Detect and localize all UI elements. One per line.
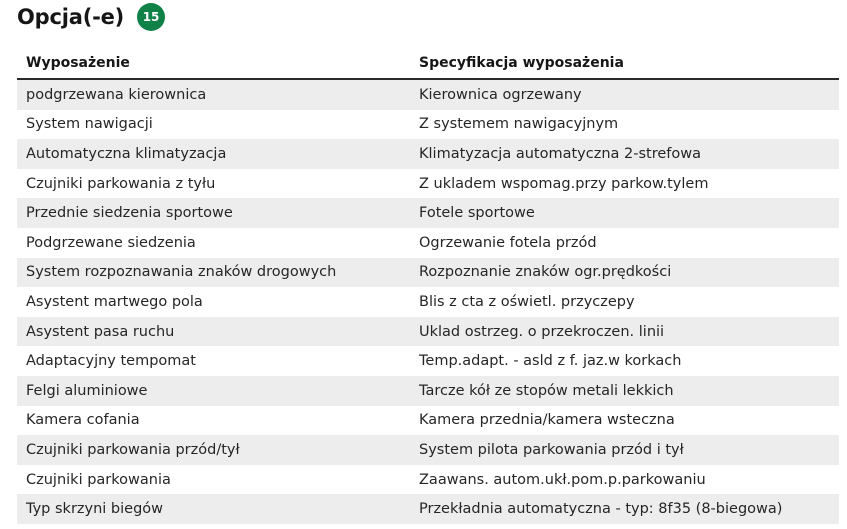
equipment-cell: Adaptacyjny tempomat [26, 353, 196, 370]
table-body [17, 80, 839, 524]
table-row [17, 376, 839, 406]
options-count-badge: 15 [137, 3, 165, 31]
equipment-cell: Podgrzewane siedzenia [26, 234, 196, 251]
table-row [17, 346, 839, 376]
table-row [17, 169, 839, 199]
specification-cell: Blis z cta z oświetl. przyczepy [419, 293, 635, 310]
table-header-row [17, 48, 839, 80]
equipment-cell: podgrzewana kierownica [26, 86, 207, 103]
table-row [17, 80, 839, 110]
equipment-cell: Felgi aluminiowe [26, 382, 148, 399]
table-row [17, 406, 839, 436]
specification-cell: Rozpoznanie znaków ogr.prędkości [419, 264, 672, 281]
table-row [17, 228, 839, 258]
table-row [17, 435, 839, 465]
specification-cell: Przekładnia automatyczna - typ: 8f35 (8-biegowa) [419, 501, 783, 518]
specification-cell: Kierownica ogrzewany [419, 86, 582, 103]
specification-cell: Tarcze kół ze stopów metali lekkich [419, 382, 674, 399]
specification-cell: Temp.adapt. - asld z f. jaz.w korkach [419, 353, 682, 370]
table-row [17, 110, 839, 140]
specification-cell: Z systemem nawigacyjnym [419, 116, 619, 133]
equipment-cell: Kamera cofania [26, 412, 140, 429]
equipment-cell: Typ skrzyni biegów [26, 501, 164, 518]
table-row [17, 139, 839, 169]
equipment-cell: Przednie siedzenia sportowe [26, 205, 233, 222]
equipment-cell: Asystent pasa ruchu [26, 323, 175, 340]
specification-cell: Fotele sportowe [419, 205, 535, 222]
table-row [17, 465, 839, 495]
equipment-cell: Czujniki parkowania [26, 471, 171, 488]
equipment-cell: System nawigacji [26, 116, 153, 133]
equipment-cell: Automatyczna klimatyzacja [26, 145, 227, 162]
specification-cell: Ogrzewanie fotela przód [419, 234, 597, 251]
equipment-cell: Czujniki parkowania z tyłu [26, 175, 216, 192]
specification-cell: System pilota parkowania przód i tył [419, 441, 684, 458]
column-header-equipment: Wyposażenie [26, 55, 130, 71]
options-header [17, 2, 165, 32]
equipment-table [17, 48, 839, 524]
table-row [17, 258, 839, 288]
table-row [17, 317, 839, 347]
table-row [17, 494, 839, 524]
table-row [17, 287, 839, 317]
equipment-cell: Czujniki parkowania przód/tył [26, 441, 240, 458]
specification-cell: Kamera przednia/kamera wsteczna [419, 412, 675, 429]
section-title: Opcja(-e) [17, 5, 125, 29]
column-header-specification: Specyfikacja wyposażenia [419, 55, 624, 71]
table-row [17, 198, 839, 228]
specification-cell: Z ukladem wspomag.przy parkow.tylem [419, 175, 709, 192]
specification-cell: Zaawans. autom.ukł.pom.p.parkowaniu [419, 471, 706, 488]
specification-cell: Klimatyzacja automatyczna 2-strefowa [419, 145, 701, 162]
specification-cell: Uklad ostrzeg. o przekroczen. linii [419, 323, 665, 340]
equipment-cell: Asystent martwego pola [26, 293, 203, 310]
equipment-cell: System rozpoznawania znaków drogowych [26, 264, 337, 281]
